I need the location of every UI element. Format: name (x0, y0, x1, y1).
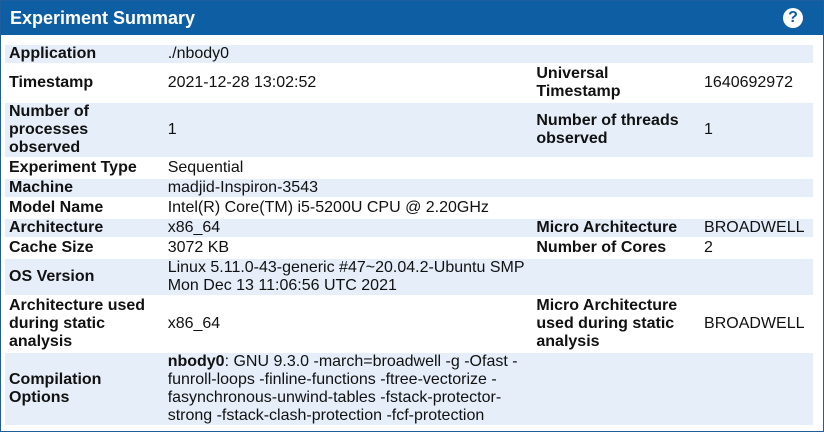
row-application (5, 45, 813, 63)
label-static-architecture: Architecture used during static analysis (5, 297, 164, 351)
label-processes: Number of processes observed (5, 103, 164, 157)
value-experiment-type: Sequential (164, 159, 533, 177)
row-static-architecture (5, 297, 813, 351)
label-os-version: OS Version (5, 259, 164, 295)
label-number-of-cores: Number of Cores (532, 239, 700, 257)
label-threads: Number of threads observed (532, 103, 700, 157)
label-application: Application (5, 45, 164, 63)
value-architecture: x86_64 (164, 219, 533, 237)
value-compilation-options (164, 353, 533, 425)
panel-title: Experiment Summary (10, 8, 196, 28)
label-cache-size: Cache Size (5, 239, 164, 257)
row-processes (5, 103, 813, 157)
help-icon[interactable]: ? (783, 8, 803, 28)
value-static-micro-architecture: BROADWELL (700, 297, 813, 351)
row-compilation-options (5, 353, 813, 425)
value-static-architecture: x86_64 (164, 297, 533, 351)
compilation-flags: : GNU 9.3.0 -march=broadwell -g -Ofast -funroll-loops -finline-functions -ftree-vectorize -fasynchronous-unwind-tables -fstack-protector-strong -fstack-clash-protection -fcf-protection (167, 353, 518, 424)
value-application: ./nbody0 (164, 45, 533, 63)
label-model-name: Model Name (5, 199, 164, 217)
panel-header (1, 1, 823, 35)
value-timestamp: 2021-12-28 13:02:52 (164, 65, 533, 101)
row-cache-size (5, 239, 813, 257)
summary-table (5, 43, 813, 427)
label-compilation-options: Compilation Options (5, 353, 164, 425)
row-os-version (5, 259, 813, 295)
value-os-version: Linux 5.11.0-43-generic #47~20.04.2-Ubuntu SMP Mon Dec 13 11:06:56 UTC 2021 (164, 259, 533, 295)
row-model-name (5, 199, 813, 217)
label-timestamp: Timestamp (5, 65, 164, 101)
compilation-binary: nbody0 (167, 353, 225, 370)
value-model-name: Intel(R) Core(TM) i5-5200U CPU @ 2.20GHz (164, 199, 533, 217)
label-static-micro-architecture: Micro Architecture used during static analysis (532, 297, 700, 351)
row-timestamp (5, 65, 813, 101)
label-experiment-type: Experiment Type (5, 159, 164, 177)
label-machine: Machine (5, 179, 164, 197)
value-universal-timestamp: 1640692972 (700, 65, 813, 101)
row-experiment-type (5, 159, 813, 177)
value-micro-architecture: BROADWELL (700, 219, 813, 237)
value-machine: madjid-Inspiron-3543 (164, 179, 533, 197)
label-micro-architecture: Micro Architecture (532, 219, 700, 237)
value-threads: 1 (700, 103, 813, 157)
row-architecture (5, 219, 813, 237)
row-machine (5, 179, 813, 197)
value-number-of-cores: 2 (700, 239, 813, 257)
label-architecture: Architecture (5, 219, 164, 237)
value-processes: 1 (164, 103, 533, 157)
label-universal-timestamp: Universal Timestamp (532, 65, 700, 101)
value-cache-size: 3072 KB (164, 239, 533, 257)
